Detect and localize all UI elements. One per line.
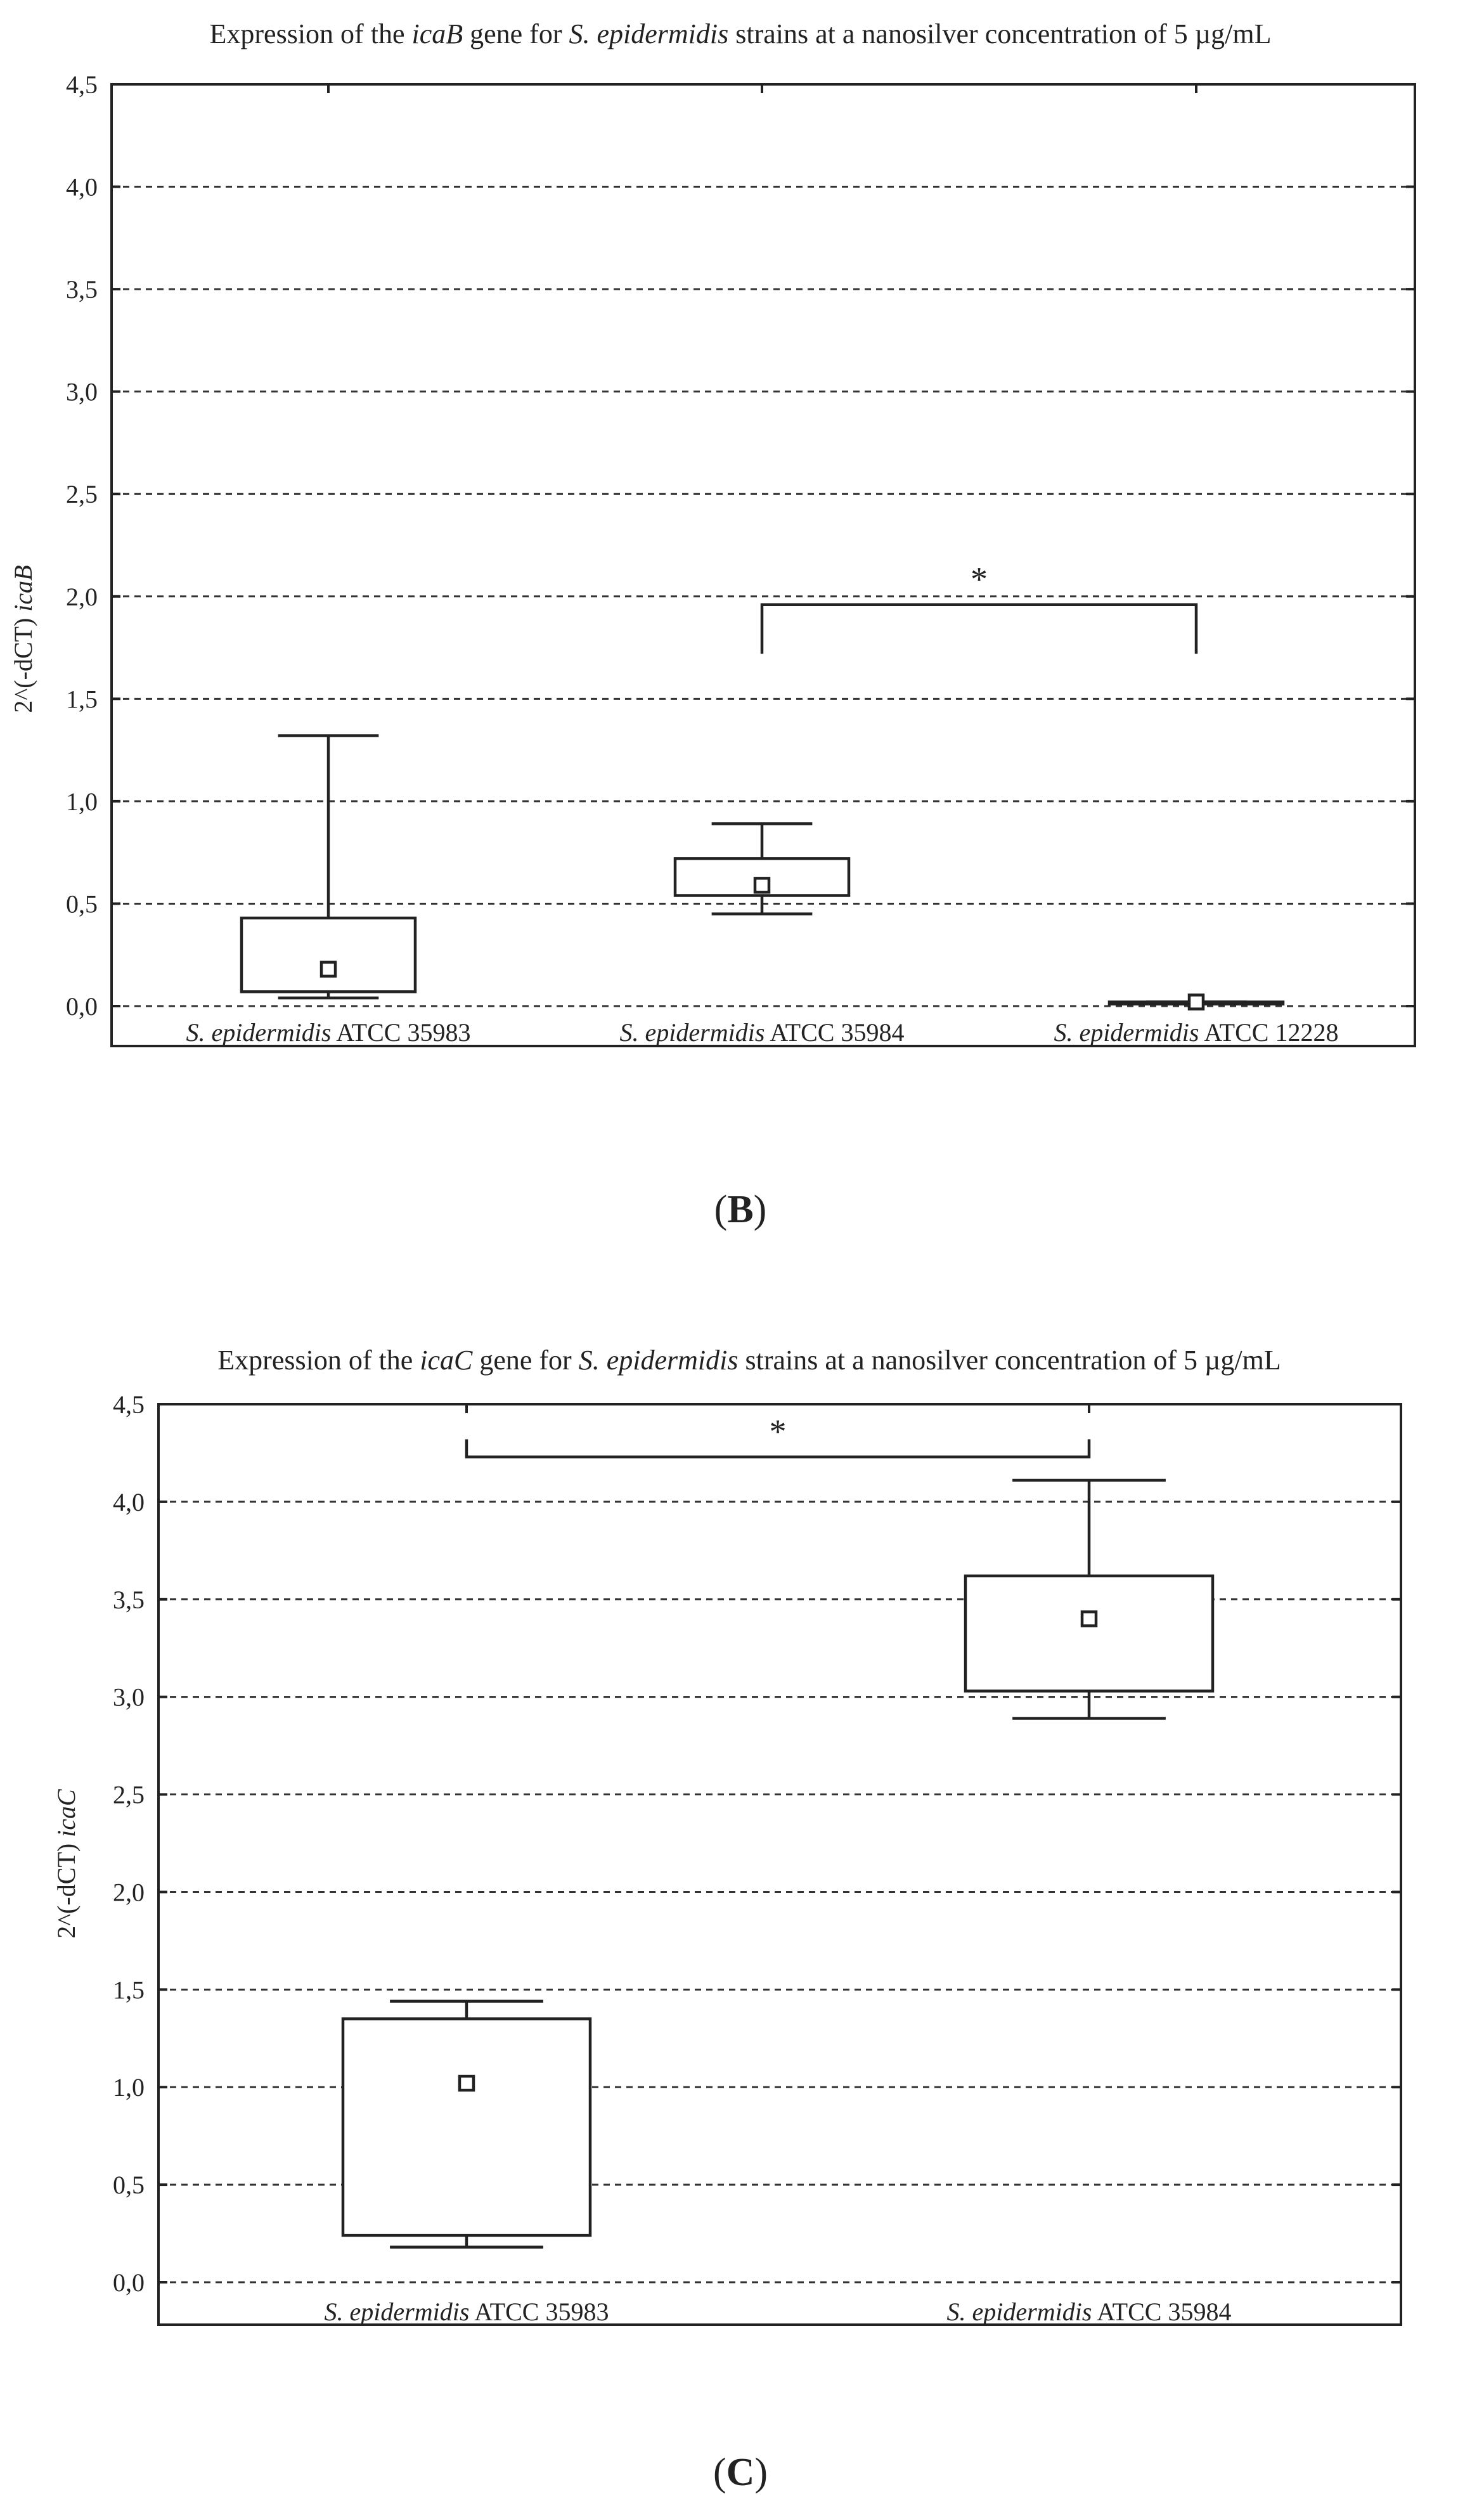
chart-panel-c [52,1345,1401,2494]
y-tick-label: 4,5 [66,70,98,99]
interquartile-box [343,2019,590,2236]
title-middle: gene for [472,1345,579,1376]
center-marker [1189,995,1203,1009]
title-middle: gene for [463,18,569,49]
y-tick-label: 4,0 [66,172,98,202]
y-tick-label: 3,0 [66,377,98,406]
y-tick-label: 0,0 [66,992,98,1021]
category-species: S. epidermidis [619,1018,765,1047]
y-tick-label: 1,0 [113,2073,145,2102]
box-2 [965,1480,1213,1718]
category-strain: ATCC 35983 [331,1018,471,1047]
category-species: S. epidermidis [324,2297,470,2326]
y-tick-label: 3,5 [66,275,98,304]
ylabel-prefix: 2^(-dCT) [52,1837,81,1939]
chart-title [217,1345,1281,1376]
category-strain: ATCC 12228 [1199,1018,1339,1047]
box-1 [343,2001,590,2247]
title-species: S. epidermidis [578,1345,739,1376]
y-tick-label: 3,0 [113,1683,145,1712]
y-tick-label: 4,0 [113,1487,145,1516]
y-tick-label: 2,0 [66,582,98,611]
ylabel-gene: icaC [52,1789,81,1837]
category-strain: ATCC 35984 [765,1018,905,1047]
panel-label-letter: C [726,2451,755,2494]
category-species: S. epidermidis [1054,1018,1199,1047]
y-tick-label: 1,5 [66,685,98,714]
y-tick-label: 3,5 [113,1585,145,1614]
x-category-label [325,2297,609,2326]
box-1 [242,735,415,998]
x-category-label [947,2297,1232,2326]
ylabel-prefix: 2^(-dCT) [9,611,37,713]
category-strain: ATCC 35984 [1092,2297,1232,2326]
panel-label [714,1188,767,1231]
panel-label-close: ) [753,1188,767,1231]
category-strain: ATCC 35983 [469,2297,609,2326]
title-suffix: strains at a nanosilver concentration of 5 µg/mL [738,1345,1281,1376]
significance-star: * [769,1412,787,1451]
category-species: S. epidermidis [946,2297,1092,2326]
center-marker [755,878,769,892]
interquartile-box [965,1576,1213,1691]
panel-label-letter: B [727,1188,754,1231]
y-tick-label: 1,5 [113,1975,145,2005]
x-category-label [620,1018,905,1047]
y-axis-label [52,1788,81,1939]
y-tick-label: 0,0 [113,2268,145,2297]
y-tick-label: 2,5 [66,480,98,509]
panel-label-open: ( [713,2451,726,2494]
y-tick-label: 4,5 [113,1390,145,1419]
chart-panel-b [9,18,1415,1231]
y-axis-label [9,565,37,713]
title-prefix: Expression of the [217,1345,420,1376]
title-species: S. epidermidis [569,18,729,49]
y-tick-label: 0,5 [66,889,98,919]
interquartile-box [242,918,415,992]
panel-label-close: ) [754,2451,768,2494]
title-gene: icaC [420,1345,473,1376]
category-species: S. epidermidis [186,1018,332,1047]
box-2 [675,824,849,914]
panel-label-open: ( [714,1188,728,1231]
title-gene: icaB [411,18,463,49]
title-suffix: strains at a nanosilver concentration of 5 µg/mL [728,18,1272,49]
significance-star: * [971,560,988,598]
x-category-label [186,1018,471,1047]
y-tick-label: 0,5 [113,2171,145,2200]
y-tick-label: 1,0 [66,787,98,816]
center-marker [1082,1612,1096,1626]
y-tick-label: 2,5 [113,1780,145,1809]
title-prefix: Expression of the [209,18,412,49]
significance-bracket [762,605,1196,654]
y-tick-label: 2,0 [113,1878,145,1907]
center-marker [460,2076,474,2090]
ylabel-gene: icaB [9,565,37,612]
center-marker [321,962,335,976]
chart-title [210,18,1272,49]
panel-label [713,2451,768,2494]
x-category-label [1054,1018,1339,1047]
